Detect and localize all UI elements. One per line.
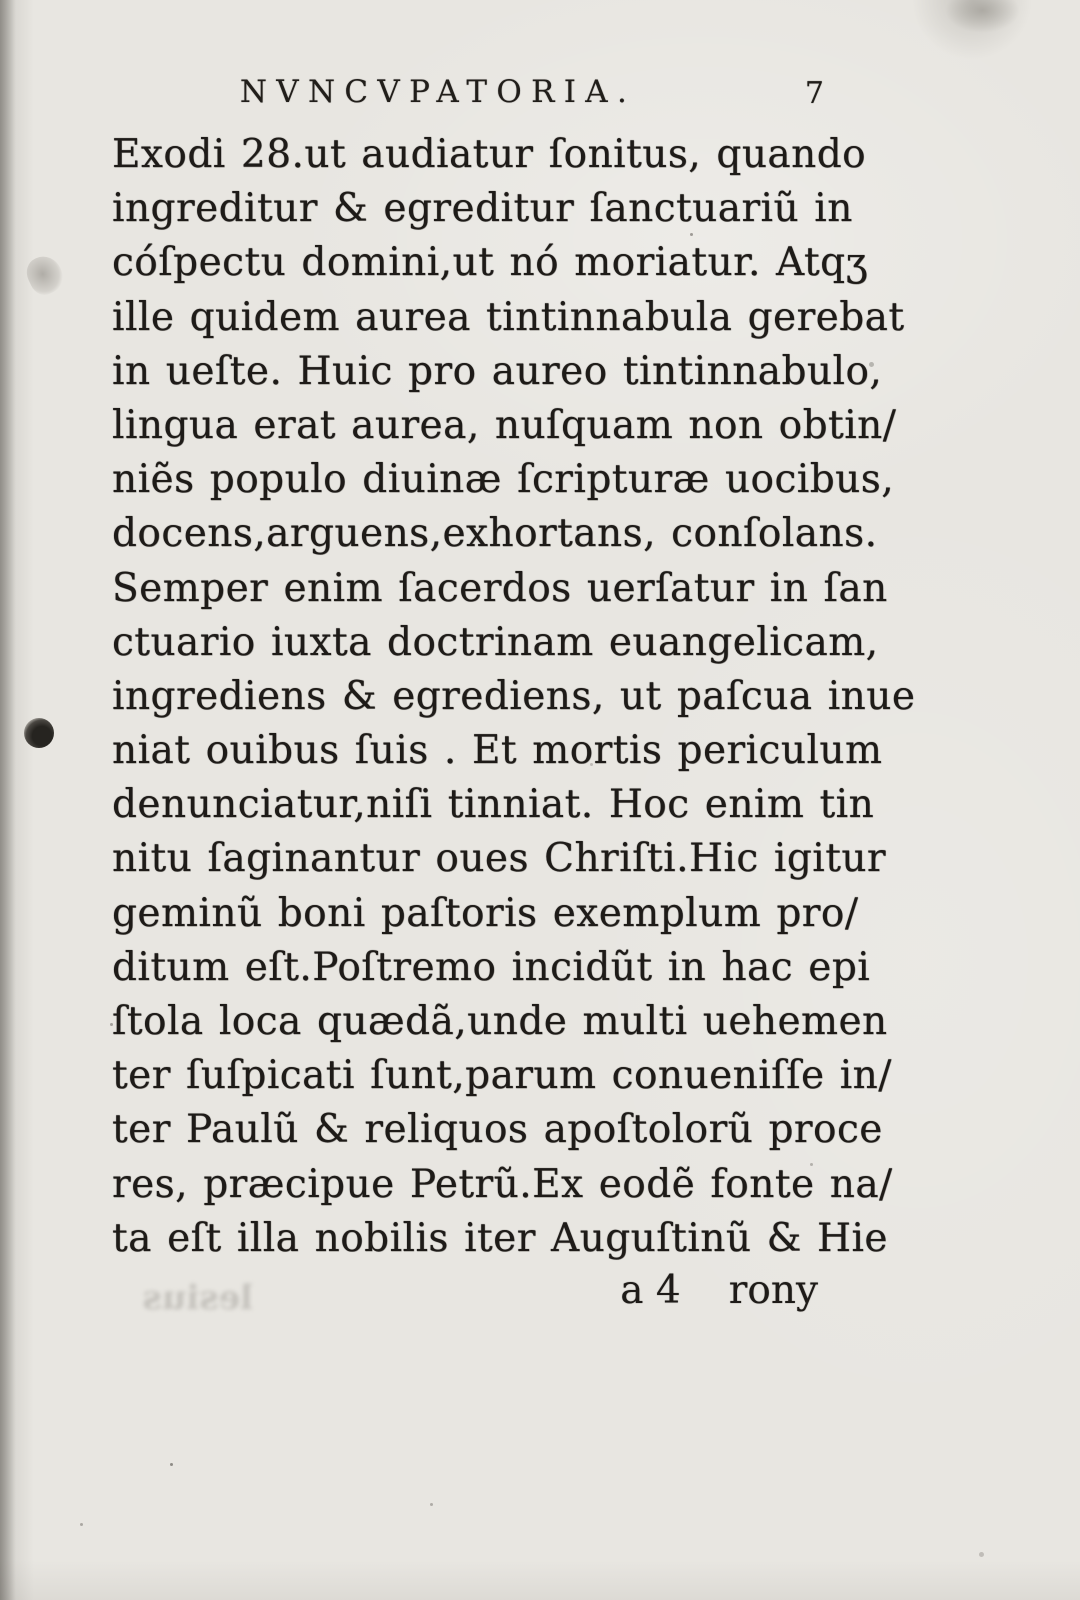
text-line: nitu ſaginantur oues Chriſti.Hic igitur [112,836,887,882]
text-line: niẽs populo diuinæ ſcripturæ uocibus, [112,457,895,503]
ink-smudge [22,251,69,300]
text-line: ctuario iuxta doctrinam euangelicam, [112,619,879,665]
wormhole [24,718,54,748]
running-header [112,74,824,118]
text-line: ingreditur & egreditur ſanctuariũ in [112,186,853,232]
corner-smudge [945,0,1020,33]
signature-mark: a 4 [620,1268,681,1313]
page-number: 7 [804,76,824,111]
text-line: niat ouibus ſuis . Et mortis periculum [112,728,883,774]
signature-line [112,1268,818,1313]
text-line: denunciatur,niſi tinniat. Hoc enim tin [112,782,875,828]
gutter-shadow [0,0,16,1600]
text-line: ta eſt illa nobilis iter Auguſtinũ & Hie [112,1215,888,1261]
show-through-text: lesius [142,1278,253,1318]
text-line: docens,arguens,exhortans, conſolans. [112,511,878,557]
running-title: NVNCVPATORIA. [239,74,637,110]
text-line: ter Paulũ & reliquos apoſtolorũ proce [112,1107,883,1153]
text-line: Exodi 28.ut audiatur ſonitus, quando [112,132,867,177]
text-line: ter ſuſpicati ſunt,parum conueniſſe in/ [112,1053,892,1099]
text-line: ſtola loca quædã,unde multi uehemen [112,999,888,1044]
text-line: ditum eſt.Poſtremo incidũt in hac epi [112,944,871,990]
text-line: geminũ boni paſtoris exemplum pro/ [112,890,859,936]
text-line: lingua erat aurea, nuſquam non obtin/ [112,402,897,448]
text-line: ille quidem aurea tintinnabula gerebat [112,294,905,340]
text-line: Semper enim ſacerdos uerſatur in ſan [112,565,888,611]
text-block [112,128,916,1266]
text-line: res, præcipue Petrũ.Ex eodẽ fonte na/ [112,1161,893,1207]
paper-specks [170,1463,173,1466]
catchword: rony [728,1268,818,1313]
text-line: ingrediens & egrediens, ut paſcua inue [112,673,916,719]
text-line: cóſpectu domini,ut nó moriatur. Atqʒ [112,240,869,286]
text-line: in ueſte. Huic pro aureo tintinnabulo, [112,348,883,394]
